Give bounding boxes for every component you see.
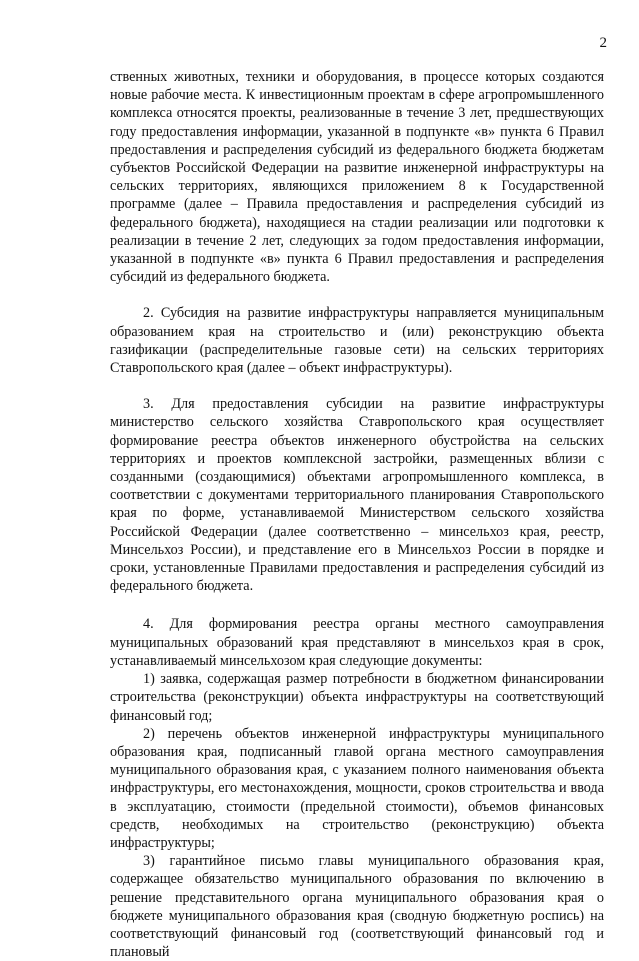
subitem-1: 1) заявка, содержащая размер потребности в бюджетном финансировании строительства (реконструкции) объекта инфраструктуры на соответствующий финансовый год;: [110, 671, 604, 724]
page-number: 2: [599, 35, 607, 51]
subitem-2: 2) перечень объектов инженерной инфраструктуры муниципального образования края, подписанный главой органа местного самоуправления муниципального образования края, с указанием полного наименования объекта инфраструктуры, его местонахождения, мощности, сроков строительства и ввода в эксплуатацию, стоимости (предельной стоимости), объемов финансовых средств, необходимых на строительство (реконструкцию) объекта инфраструктуры;: [110, 725, 604, 851]
paragraph-item-3: 3. Для предоставления субсидии на развитие инфраструктуры министерство сельского хозяйства Ставропольского края осуществляет формирование реестра объектов инженерного обустройства на сельских территориях и проектов комплексной застройки, размещенных вблизи с созданными (создающимися) объектами агропромышленного комплекса, в соответствии с документами территориального планирования Ставропольского края по форме, устанавливаемой Министерством сельского хозяйства Российской Федерации (далее соответственно – минсельхоз края, реестр, Минсельхоз России), и представление его в Минсельхоз России в порядке и сроки, установленные Правилами предоставления и распределения субсидий из федерального бюджета.: [110, 396, 604, 595]
subitem-3: 3) гарантийное письмо главы муниципального образования края, содержащее обязательство муниципального образования по включению в решение представительного органа муниципального образования края о бюджете муниципального образования края (сводную бюджетную роспись) на соответствующий финансовый год (соответствующий финансовый год и плановый: [110, 853, 604, 961]
document-body: [110, 68, 604, 961]
paragraph-continuation: ственных животных, техники и оборудования, в процессе которых создаются новые рабочие места. К инвестиционным проектам в сфере агропромышленного комплекса относятся проекты, реализованные в течение 3 лет, предшествующих году предоставления информации, указанной в подпункте «в» пункта 6 Правил предоставления и распределения субсидий из федерального бюджета бюджетам субъектов Российской Федерации на развитие инженерной инфраструктуры на сельских территориях, являющихся приложением 8 к Государственной программе (далее – Правила предоставления и распределения субсидий из федерального бюджета), находящиеся на стадии реализации или подготовки к реализации в течение 2 лет, следующих за годом предоставления информации, указанной в подпункте «в» пункта 6 Правил предоставления и распределения субсидий из федерального бюджета.: [110, 69, 604, 286]
paragraph-item-2: 2. Субсидия на развитие инфраструктуры направляется муниципальным образованием края на строительство и (или) реконструкцию объекта газификации (распределительные газовые сети) на сельских территориях Ставропольского края (далее – объект инфраструктуры).: [110, 305, 604, 377]
paragraph-item-4: 4. Для формирования реестра органы местного самоуправления муниципальных образований края представляют в минсельхоз края в срок, устанавливаемый минсельхозом края следующие документы:: [110, 616, 604, 669]
